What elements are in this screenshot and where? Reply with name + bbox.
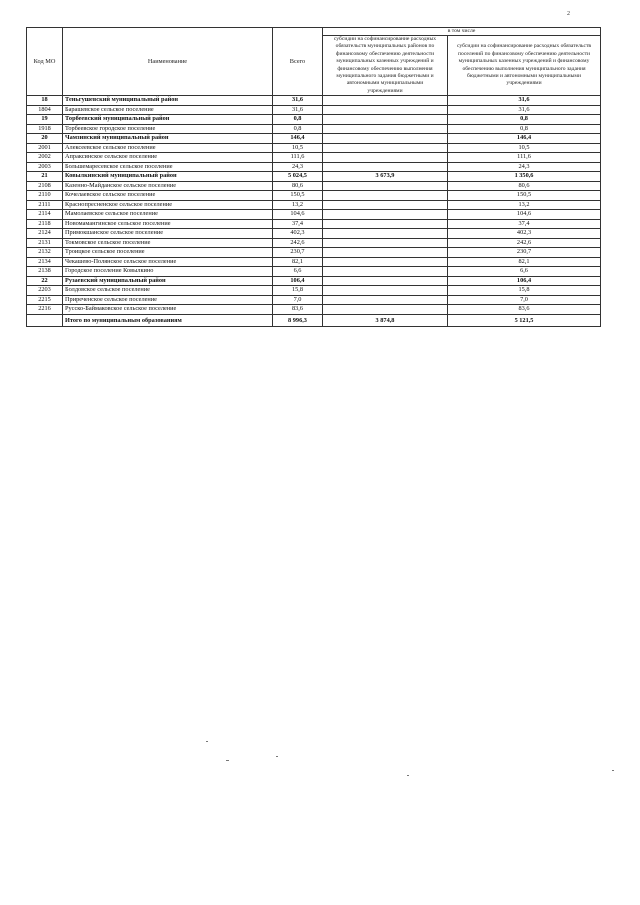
district-row bbox=[27, 172, 601, 182]
cell-code: 2118 bbox=[27, 219, 63, 229]
cell-total: 0,8 bbox=[273, 124, 323, 134]
district-row bbox=[27, 276, 601, 286]
cell-sub1 bbox=[323, 162, 448, 172]
cell-name: Ковылкинский муниципальный район bbox=[63, 172, 273, 182]
district-row bbox=[27, 134, 601, 144]
cell-name: Апраксинское сельское поселение bbox=[63, 153, 273, 163]
cell-name: Рузаевский муниципальный район bbox=[63, 276, 273, 286]
cell-code: 2108 bbox=[27, 181, 63, 191]
header-name: Наименование bbox=[63, 28, 273, 96]
cell-total: 111,6 bbox=[273, 153, 323, 163]
cell-sub1 bbox=[323, 181, 448, 191]
settlement-row bbox=[27, 305, 601, 315]
cell-total: 80,6 bbox=[273, 181, 323, 191]
settlement-row bbox=[27, 105, 601, 115]
cell-sub2: 1 350,6 bbox=[448, 172, 601, 182]
cell-sub1 bbox=[323, 229, 448, 239]
subsidy-table bbox=[26, 27, 601, 327]
cell-name: Городское поселение Ковылкино bbox=[63, 267, 273, 277]
cell-name: Торбеевский муниципальный район bbox=[63, 115, 273, 125]
cell-sub1 bbox=[323, 248, 448, 258]
total-sub1: 3 874,8 bbox=[323, 314, 448, 326]
cell-total: 150,5 bbox=[273, 191, 323, 201]
cell-sub2: 24,3 bbox=[448, 162, 601, 172]
cell-sub2: 230,7 bbox=[448, 248, 601, 258]
cell-sub2: 0,8 bbox=[448, 124, 601, 134]
header-sub2: субсидии на софинансирование расходных обязательств поселений по финансовому обеспечению деятельности муниципальных казенных учреждений и финансовому обеспечению выполнения муниципального задания бюджетными и автономными муниципальными учреждениями bbox=[448, 36, 601, 96]
cell-code: 2110 bbox=[27, 191, 63, 201]
cell-total: 5 024,5 bbox=[273, 172, 323, 182]
cell-name: Примокшанское сельское поселение bbox=[63, 229, 273, 239]
cell-name: Теньгушевский муниципальный район bbox=[63, 96, 273, 106]
cell-sub2: 13,2 bbox=[448, 200, 601, 210]
cell-total: 6,6 bbox=[273, 267, 323, 277]
cell-sub1 bbox=[323, 305, 448, 315]
cell-code: 1804 bbox=[27, 105, 63, 115]
cell-total: 7,0 bbox=[273, 295, 323, 305]
settlement-row bbox=[27, 219, 601, 229]
cell-sub2: 31,6 bbox=[448, 105, 601, 115]
cell-code: 2111 bbox=[27, 200, 63, 210]
cell-total: 402,3 bbox=[273, 229, 323, 239]
settlement-row bbox=[27, 153, 601, 163]
cell-name: Болдовское сельское поселение bbox=[63, 286, 273, 296]
cell-name: Троицкое сельское поселение bbox=[63, 248, 273, 258]
cell-sub1 bbox=[323, 115, 448, 125]
header-code: Код МО bbox=[27, 28, 63, 96]
cell-total: 83,6 bbox=[273, 305, 323, 315]
cell-sub1 bbox=[323, 295, 448, 305]
settlement-row bbox=[27, 181, 601, 191]
cell-code: 2003 bbox=[27, 162, 63, 172]
cell-code: 19 bbox=[27, 115, 63, 125]
cell-sub2: 0,8 bbox=[448, 115, 601, 125]
cell-sub2: 82,1 bbox=[448, 257, 601, 267]
cell-sub2: 6,6 bbox=[448, 267, 601, 277]
table-body bbox=[27, 96, 601, 315]
total-row bbox=[27, 314, 601, 326]
cell-sub2: 83,6 bbox=[448, 305, 601, 315]
cell-sub1 bbox=[323, 124, 448, 134]
cell-sub2: 80,6 bbox=[448, 181, 601, 191]
cell-code: 2132 bbox=[27, 248, 63, 258]
settlement-row bbox=[27, 200, 601, 210]
cell-total: 104,6 bbox=[273, 210, 323, 220]
cell-code: 2138 bbox=[27, 267, 63, 277]
district-row bbox=[27, 115, 601, 125]
settlement-row bbox=[27, 191, 601, 201]
cell-code: 22 bbox=[27, 276, 63, 286]
total-label: Итого по муниципальным образованиям bbox=[63, 314, 273, 326]
settlement-row bbox=[27, 295, 601, 305]
cell-code: 1918 bbox=[27, 124, 63, 134]
cell-code: 2131 bbox=[27, 238, 63, 248]
cell-name: Казенно-Майданское сельское поселение bbox=[63, 181, 273, 191]
cell-total: 242,6 bbox=[273, 238, 323, 248]
cell-name: Приреченское сельское поселение bbox=[63, 295, 273, 305]
district-row bbox=[27, 96, 601, 106]
scan-speck bbox=[407, 775, 409, 776]
scan-speck bbox=[612, 770, 614, 771]
cell-sub1 bbox=[323, 267, 448, 277]
cell-sub2: 7,0 bbox=[448, 295, 601, 305]
cell-code: 21 bbox=[27, 172, 63, 182]
cell-code: 2002 bbox=[27, 153, 63, 163]
cell-name: Торбеевское городское поселение bbox=[63, 124, 273, 134]
cell-total: 15,8 bbox=[273, 286, 323, 296]
cell-sub2: 37,4 bbox=[448, 219, 601, 229]
scan-speck bbox=[226, 760, 229, 761]
cell-code: 20 bbox=[27, 134, 63, 144]
cell-sub2: 106,4 bbox=[448, 276, 601, 286]
cell-sub2: 150,5 bbox=[448, 191, 601, 201]
cell-name: Большемаресевское сельское поселение bbox=[63, 162, 273, 172]
settlement-row bbox=[27, 143, 601, 153]
cell-code: 2114 bbox=[27, 210, 63, 220]
cell-name: Барашевское сельское поселение bbox=[63, 105, 273, 115]
cell-sub1 bbox=[323, 257, 448, 267]
cell-total: 230,7 bbox=[273, 248, 323, 258]
cell-sub2: 146,4 bbox=[448, 134, 601, 144]
cell-sub2: 111,6 bbox=[448, 153, 601, 163]
cell-sub1 bbox=[323, 134, 448, 144]
cell-total: 37,4 bbox=[273, 219, 323, 229]
total-code bbox=[27, 314, 63, 326]
cell-sub1 bbox=[323, 143, 448, 153]
cell-name: Русско-Баймаковское сельское поселение bbox=[63, 305, 273, 315]
cell-sub1 bbox=[323, 96, 448, 106]
cell-code: 2134 bbox=[27, 257, 63, 267]
settlement-row bbox=[27, 124, 601, 134]
cell-total: 24,3 bbox=[273, 162, 323, 172]
cell-sub2: 10,5 bbox=[448, 143, 601, 153]
cell-code: 2203 bbox=[27, 286, 63, 296]
settlement-row bbox=[27, 162, 601, 172]
cell-sub1 bbox=[323, 200, 448, 210]
header-group: в том числе bbox=[323, 28, 601, 36]
cell-name: Чамзинский муниципальный район bbox=[63, 134, 273, 144]
cell-code: 2215 bbox=[27, 295, 63, 305]
cell-code: 2001 bbox=[27, 143, 63, 153]
cell-sub1 bbox=[323, 210, 448, 220]
cell-total: 31,6 bbox=[273, 105, 323, 115]
settlement-row bbox=[27, 238, 601, 248]
cell-name: Токмовское сельское поселение bbox=[63, 238, 273, 248]
cell-sub2: 31,6 bbox=[448, 96, 601, 106]
cell-name: Мамолаевское сельское поселение bbox=[63, 210, 273, 220]
cell-code: 2124 bbox=[27, 229, 63, 239]
cell-sub1 bbox=[323, 286, 448, 296]
scan-speck bbox=[276, 756, 278, 757]
cell-code: 2216 bbox=[27, 305, 63, 315]
cell-name: Краснопресненское сельское поселение bbox=[63, 200, 273, 210]
cell-sub1 bbox=[323, 219, 448, 229]
cell-sub2: 242,6 bbox=[448, 238, 601, 248]
cell-code: 18 bbox=[27, 96, 63, 106]
cell-total: 82,1 bbox=[273, 257, 323, 267]
cell-name: Новомамангинское сельское поселение bbox=[63, 219, 273, 229]
page-number: 2 bbox=[567, 11, 570, 17]
cell-sub1 bbox=[323, 276, 448, 286]
cell-total: 146,4 bbox=[273, 134, 323, 144]
settlement-row bbox=[27, 267, 601, 277]
settlement-row bbox=[27, 210, 601, 220]
settlement-row bbox=[27, 257, 601, 267]
cell-total: 10,5 bbox=[273, 143, 323, 153]
cell-sub1: 3 673,9 bbox=[323, 172, 448, 182]
cell-total: 31,6 bbox=[273, 96, 323, 106]
cell-sub1 bbox=[323, 105, 448, 115]
cell-sub1 bbox=[323, 153, 448, 163]
settlement-row bbox=[27, 248, 601, 258]
cell-sub2: 402,3 bbox=[448, 229, 601, 239]
document-sheet bbox=[26, 27, 601, 327]
cell-total: 106,4 bbox=[273, 276, 323, 286]
header-total: Всего bbox=[273, 28, 323, 96]
cell-total: 13,2 bbox=[273, 200, 323, 210]
settlement-row bbox=[27, 286, 601, 296]
scan-speck bbox=[206, 741, 208, 742]
cell-name: Чекашево-Полянское сельское поселение bbox=[63, 257, 273, 267]
cell-name: Кочелаевское сельское поселение bbox=[63, 191, 273, 201]
total-sum: 8 996,3 bbox=[273, 314, 323, 326]
header-sub1: субсидии на софинансирование расходных обязательств муниципальных районов по финансовому обеспечению деятельности муниципальных казенных учреждений и финансовому обеспечению выполнения муниципального задания бюджетными и автономными муниципальными учреждениями bbox=[323, 36, 448, 96]
settlement-row bbox=[27, 229, 601, 239]
cell-sub1 bbox=[323, 238, 448, 248]
cell-sub2: 104,6 bbox=[448, 210, 601, 220]
cell-sub2: 15,8 bbox=[448, 286, 601, 296]
total-sub2: 5 121,5 bbox=[448, 314, 601, 326]
cell-name: Алексеевское сельское поселение bbox=[63, 143, 273, 153]
cell-total: 0,8 bbox=[273, 115, 323, 125]
cell-sub1 bbox=[323, 191, 448, 201]
